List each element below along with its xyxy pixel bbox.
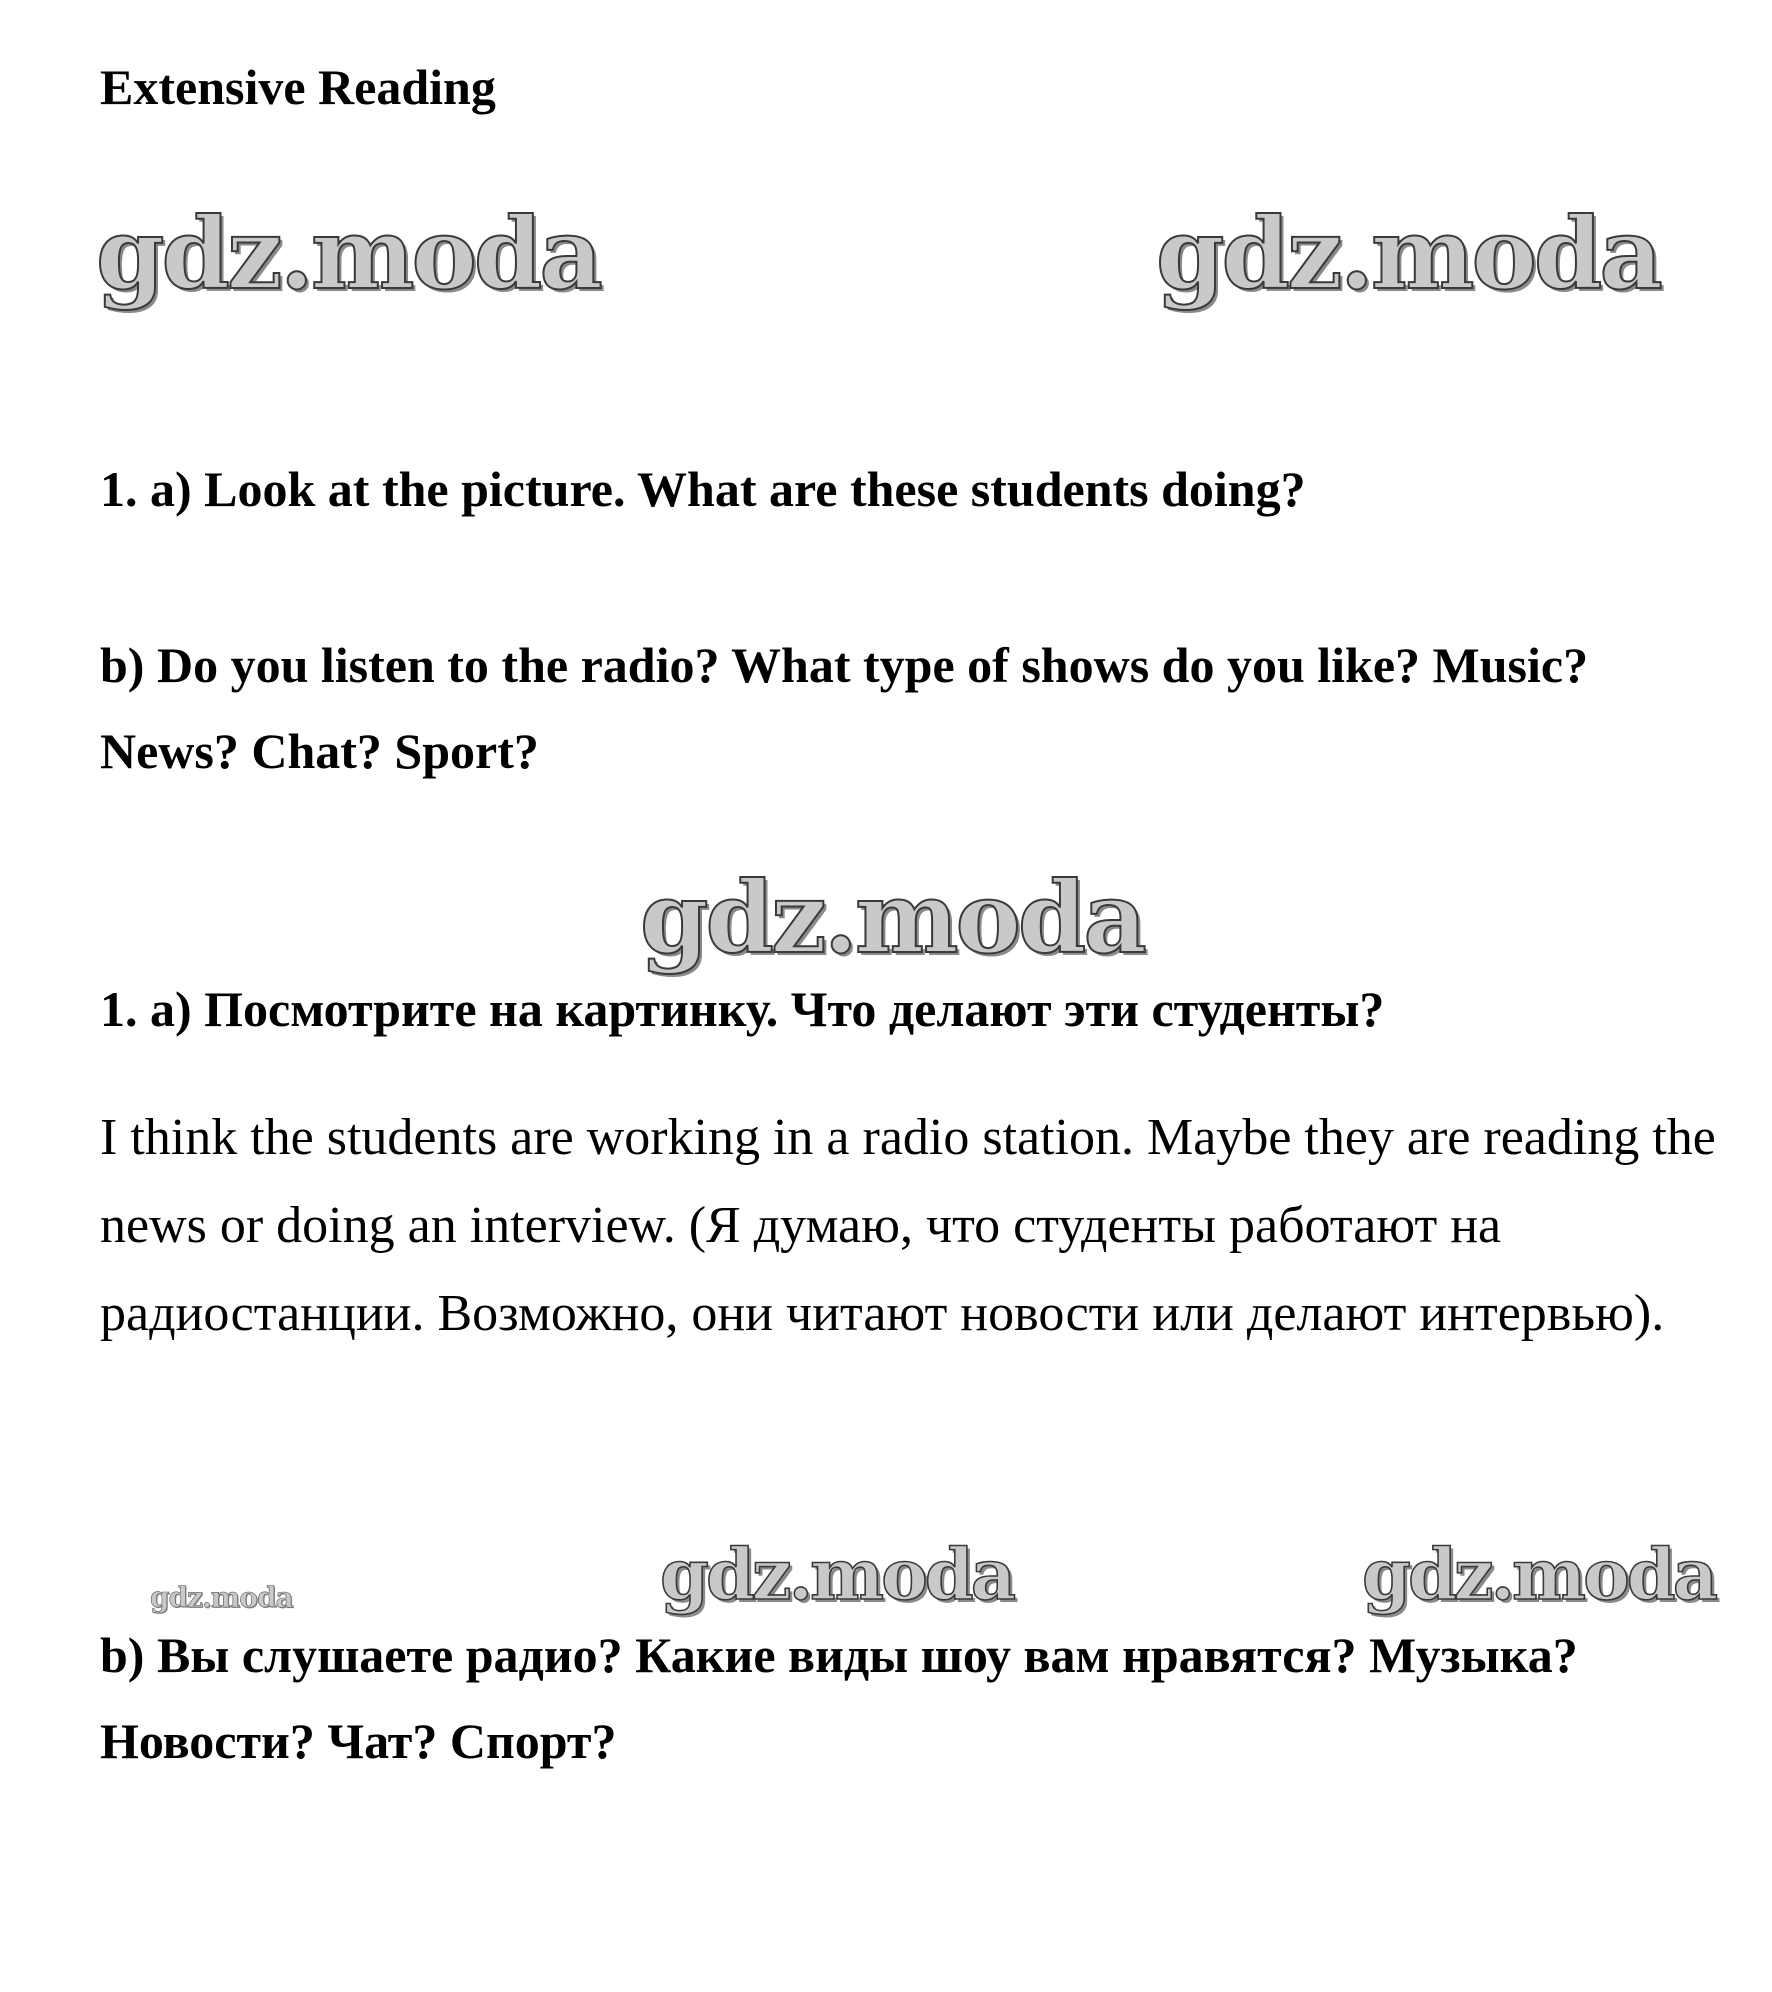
watermark-logo: gdz.moda [1156, 197, 1660, 312]
watermark-logo: gdz.moda [640, 861, 1144, 976]
watermark-logo: gdz.moda [96, 197, 600, 312]
question-b-russian: b) Вы слушаете радио? Какие виды шоу вам нравятся? Музыка? Новости? Чат? Спорт? [100, 1627, 1578, 1769]
question-b-english: b) Do you listen to the radio? What type of shows do you like? Music? News? Chat? Sport? [100, 637, 1589, 779]
answer-a-text: I think the students are working in a radio station. Maybe they are reading the news or doing an interview. (Я думаю, что студенты работают на радиостанции. Возможно, они читают новости или делают интервью). [100, 1109, 1716, 1342]
watermark-logo: gdz.moda [1362, 1533, 1716, 1616]
watermark-logo: gdz.moda [660, 1533, 1014, 1616]
question-a-russian: 1. а) Посмотрите на картинку. Что делают эти студенты? [100, 981, 1385, 1037]
watermark-logo: gdz.moda [150, 1581, 293, 1614]
page-title: Extensive Reading [100, 59, 496, 115]
question-a-english: 1. a) Look at the picture. What are these students doing? [100, 461, 1306, 517]
